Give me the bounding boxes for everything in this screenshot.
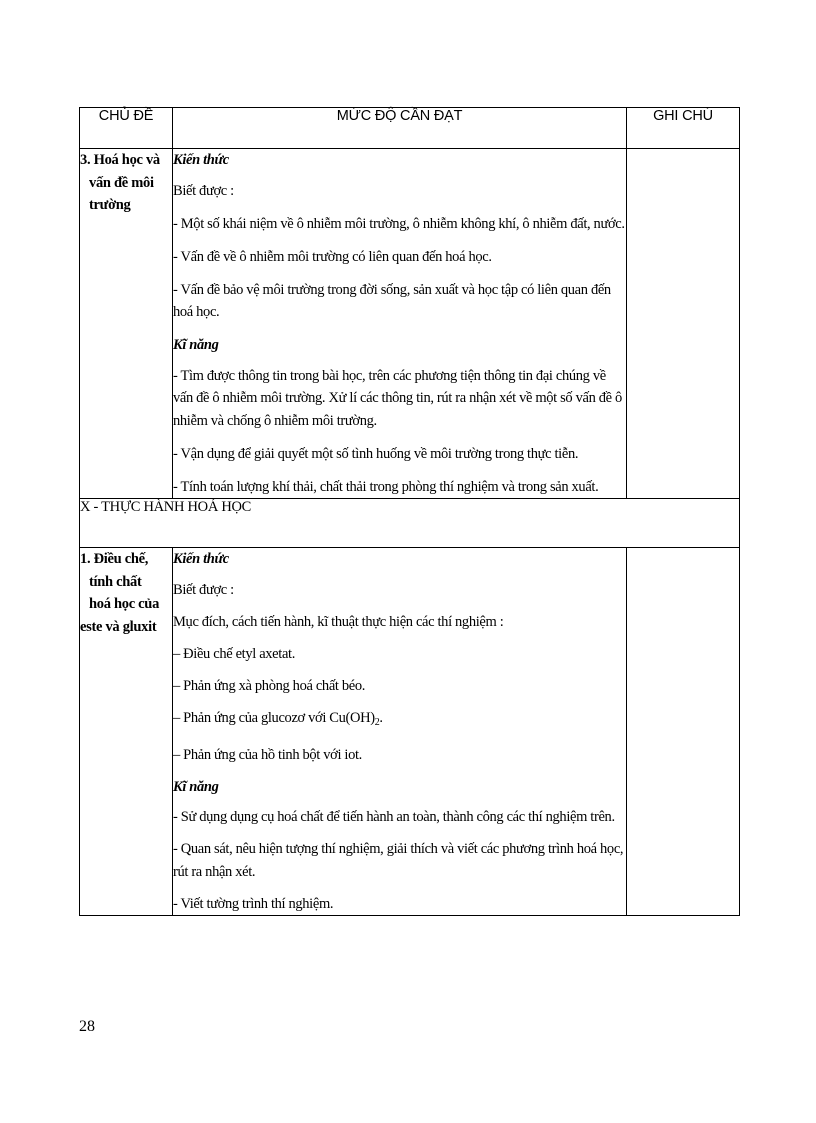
knowledge-label: Kiến thức xyxy=(173,152,229,168)
skills-label: Kĩ năng xyxy=(173,778,219,795)
topic-cell xyxy=(80,149,173,499)
section-row xyxy=(80,499,740,548)
skills-item: - Vận dụng để giải quyết một số tình huống về môi trường trong thực tiễn. xyxy=(173,445,579,462)
requirement-cell xyxy=(173,548,627,916)
knowledge-intro: Biết được : xyxy=(173,182,234,199)
topic-line: tính chất xyxy=(89,573,142,590)
knowledge-purpose: Mục đích, cách tiến hành, kĩ thuật thực hiện các thí nghiệm : xyxy=(173,613,504,630)
knowledge-item: - Vấn đề bảo vệ môi trường trong đời sống, sản xuất và học tập có liên quan đến hoá học. xyxy=(173,281,611,320)
requirement-cell xyxy=(173,149,627,499)
experiment-suffix: . xyxy=(379,709,383,726)
skills-item: - Tìm được thông tin trong bài học, trên các phương tiện thông tin đại chúng về vấn đề ô nhiễm môi trường. Xử lí các thông tin, rút ra nhận xét về một số vấn đề ô nhiễm và chống ô nhiễm môi trường. xyxy=(173,367,622,429)
skills-item: - Viết tường trình thí nghiệm. xyxy=(173,895,334,912)
page-number: 28 xyxy=(79,1018,95,1035)
skills-item: - Quan sát, nêu hiện tượng thí nghiệm, giải thích và viết các phương trình hoá học, rút ra nhận xét. xyxy=(173,841,624,880)
section-title: X - THỰC HÀNH HOÁ HỌC xyxy=(80,499,740,548)
experiment-item: – Phản ứng xà phòng hoá chất béo. xyxy=(173,677,366,694)
skills-item: - Sử dụng dụng cụ hoá chất để tiến hành an toàn, thành công các thí nghiệm trên. xyxy=(173,809,615,825)
topic-line: trường xyxy=(89,197,131,213)
experiment-item: – Điều chế etyl axetat. xyxy=(173,645,295,662)
header-row xyxy=(80,108,740,149)
header-note: GHI CHÚ xyxy=(627,108,740,149)
knowledge-item: - Vấn đề về ô nhiễm môi trường có liên quan đến hoá học. xyxy=(173,248,492,265)
syllabus-table xyxy=(79,107,740,916)
topic-line: este và gluxit xyxy=(80,618,157,635)
knowledge-intro: Biết được : xyxy=(173,581,234,598)
formula-subscript: 2 xyxy=(374,716,380,728)
table-row xyxy=(80,548,740,916)
topic-line: 1. Điều chế, xyxy=(80,551,149,567)
table-row xyxy=(80,149,740,499)
experiment-item xyxy=(173,707,626,735)
topic-line: 3. Hoá học và xyxy=(80,152,160,168)
topic-line: hoá học của xyxy=(89,596,160,612)
header-requirement: MỨC ĐỘ CẦN ĐẠT xyxy=(173,108,627,149)
note-cell xyxy=(627,149,740,499)
experiment-item: – Phản ứng của hồ tinh bột với iot. xyxy=(173,746,362,763)
skills-item: - Tính toán lượng khí thải, chất thải trong phòng thí nghiệm và trong sản xuất. xyxy=(173,478,599,495)
skills-label: Kĩ năng xyxy=(173,337,219,353)
topic-line: vấn đề môi xyxy=(89,174,154,191)
experiment-text: – Phản ứng của glucozơ với Cu(OH) xyxy=(173,709,375,726)
note-cell xyxy=(627,548,740,916)
header-topic: CHỦ ĐỀ xyxy=(80,108,173,149)
topic-cell xyxy=(80,548,173,916)
knowledge-item: - Một số khái niệm về ô nhiễm môi trường, ô nhiễm không khí, ô nhiễm đất, nước. xyxy=(173,215,625,232)
knowledge-label: Kiến thức xyxy=(173,551,229,567)
